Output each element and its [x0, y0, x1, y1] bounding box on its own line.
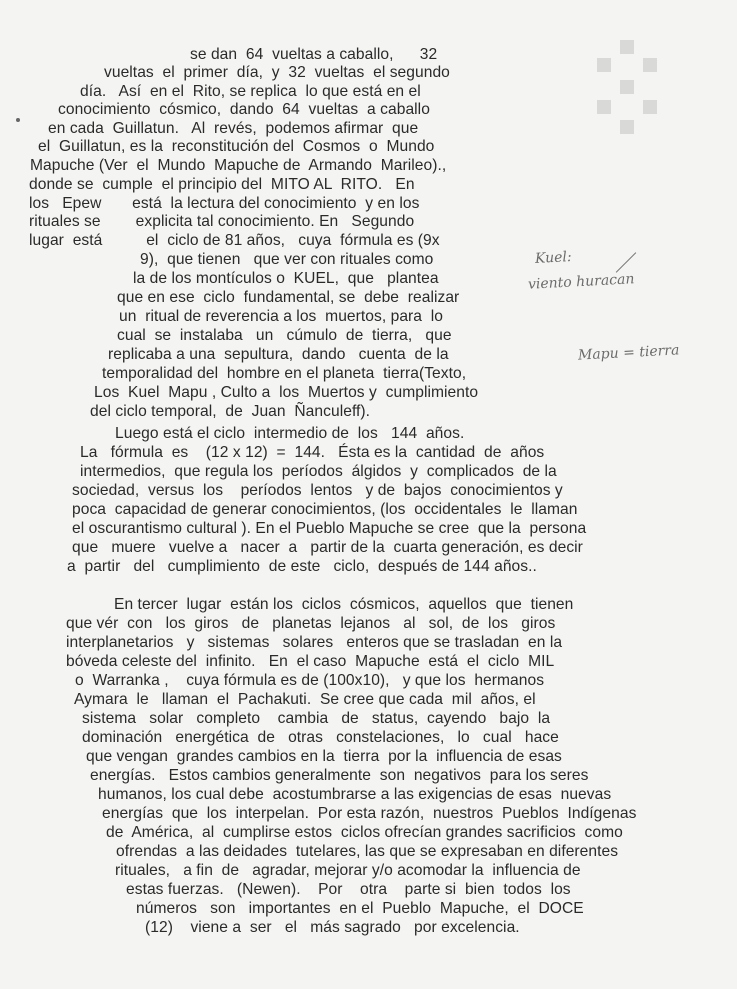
- text-line: ofrendas a las deidades tutelares, las que se expresaban en diferentes: [116, 843, 619, 860]
- text-line: a partir del cumplimiento de este ciclo, después de 144 años..: [67, 558, 537, 575]
- text-line: sistema solar completo cambia de status, cayendo bajo la: [82, 710, 551, 727]
- text-line: Aymara le llaman el Pachakuti. Se cree que cada mil años, el: [74, 691, 536, 708]
- text-line: que en ese ciclo fundamental, se debe realizar: [117, 289, 460, 306]
- text-line: números son importantes en el Pueblo Mapuche, el DOCE: [136, 900, 584, 917]
- text-line: lugar está el ciclo de 81 años, cuya fórmula es (9x: [29, 232, 440, 249]
- scan-artifact: [620, 40, 634, 54]
- scan-speck: [16, 118, 20, 122]
- text-line: energías. Estos cambios generalmente son negativos para los seres: [90, 767, 589, 784]
- text-line: donde se cumple el principio del MITO AL RITO. En: [29, 176, 415, 193]
- text-line: La fórmula es (12 x 12) = 144. Ésta es la cantidad de años: [80, 444, 545, 461]
- handwritten-note-viento: viento huracan: [527, 271, 635, 293]
- text-line: interplanetarios y sistemas solares enteros que se trasladan en la: [66, 634, 563, 651]
- text-line: el oscurantismo cultural ). En el Pueblo Mapuche se cree que la persona: [72, 520, 587, 537]
- text-line: sociedad, versus los períodos lentos y de bajos conocimientos y: [72, 482, 563, 499]
- scan-artifact: [597, 58, 611, 72]
- text-line: que muere vuelve a nacer a partir de la cuarta generación, es decir: [72, 539, 583, 556]
- text-line: Mapuche (Ver el Mundo Mapuche de Armando Marileo).,: [30, 157, 447, 174]
- text-line: Los Kuel Mapu , Culto a los Muertos y cumplimiento: [94, 384, 479, 401]
- handwritten-note-mapu: Mapu = tierra: [577, 342, 680, 364]
- text-line: humanos, los cual debe acostumbrarse a las exigencias de esas nuevas: [98, 786, 612, 803]
- text-line: replicaba a una sepultura, dando cuenta de la: [108, 346, 449, 363]
- text-line: energías que los interpelan. Por esta razón, nuestros Pueblos Indígenas: [102, 805, 637, 822]
- text-line: Luego está el ciclo intermedio de los 144 años.: [115, 425, 465, 442]
- text-line: intermedios, que regula los períodos álgidos y complicados de la: [80, 463, 557, 480]
- scan-artifact: [620, 120, 634, 134]
- text-line: conocimiento cósmico, dando 64 vueltas a caballo: [58, 101, 430, 118]
- scan-artifact: [643, 100, 657, 114]
- text-line: el Guillatun, es la reconstitución del Cosmos o Mundo: [38, 138, 435, 155]
- text-line: los Epew está la lectura del conocimiento y en los: [29, 195, 420, 212]
- text-line: que vengan grandes cambios en la tierra por la influencia de esas: [86, 748, 562, 765]
- handwritten-note-kuel: Kuel:: [534, 249, 573, 267]
- text-line: temporalidad del hombre en el planeta tierra(Texto,: [102, 365, 467, 382]
- text-line: cual se instalaba un cúmulo de tierra, que: [117, 327, 452, 344]
- text-line: vueltas el primer día, y 32 vueltas el segundo: [104, 64, 450, 81]
- text-line: rituales se explicita tal conocimiento. En Segundo: [29, 213, 415, 230]
- text-line: la de los montículos o KUEL, que plantea: [133, 270, 439, 287]
- scan-artifact: [643, 58, 657, 72]
- text-line: estas fuerzas. (Newen). Por otra parte si bien todos los: [126, 881, 571, 898]
- scan-artifact: [620, 80, 634, 94]
- handwritten-slash: [616, 252, 637, 273]
- text-line: bóveda celeste del infinito. En el caso Mapuche está el ciclo MIL: [66, 653, 555, 670]
- text-line: 9), que tienen que ver con rituales como: [140, 251, 434, 268]
- text-line: del ciclo temporal, de Juan Ñanculeff).: [90, 403, 371, 420]
- text-line: dominación energética de otras constelaciones, lo cual hace: [82, 729, 559, 746]
- text-line: rituales, a fin de agradar, mejorar y/o acomodar la influencia de: [115, 862, 581, 879]
- text-line: (12) viene a ser el más sagrado por excelencia.: [145, 919, 520, 936]
- text-line: un ritual de reverencia a los muertos, para lo: [119, 308, 444, 325]
- text-line: día. Así en el Rito, se replica lo que está en el: [80, 83, 421, 100]
- text-line: o Warranka , cuya fórmula es de (100x10), y que los hermanos: [75, 672, 545, 689]
- scan-artifact: [597, 100, 611, 114]
- text-line: se dan 64 vueltas a caballo, 32: [190, 46, 438, 63]
- text-line: de América, al cumplirse estos ciclos ofrecían grandes sacrificios como: [106, 824, 623, 841]
- text-line: en cada Guillatun. Al revés, podemos afirmar que: [48, 120, 419, 137]
- text-line: En tercer lugar están los ciclos cósmicos, aquellos que tienen: [114, 596, 574, 613]
- text-line: que vér con los giros de planetas lejanos al sol, de los giros: [66, 615, 556, 632]
- text-line: poca capacidad de generar conocimientos, (los occidentales le llaman: [72, 501, 578, 518]
